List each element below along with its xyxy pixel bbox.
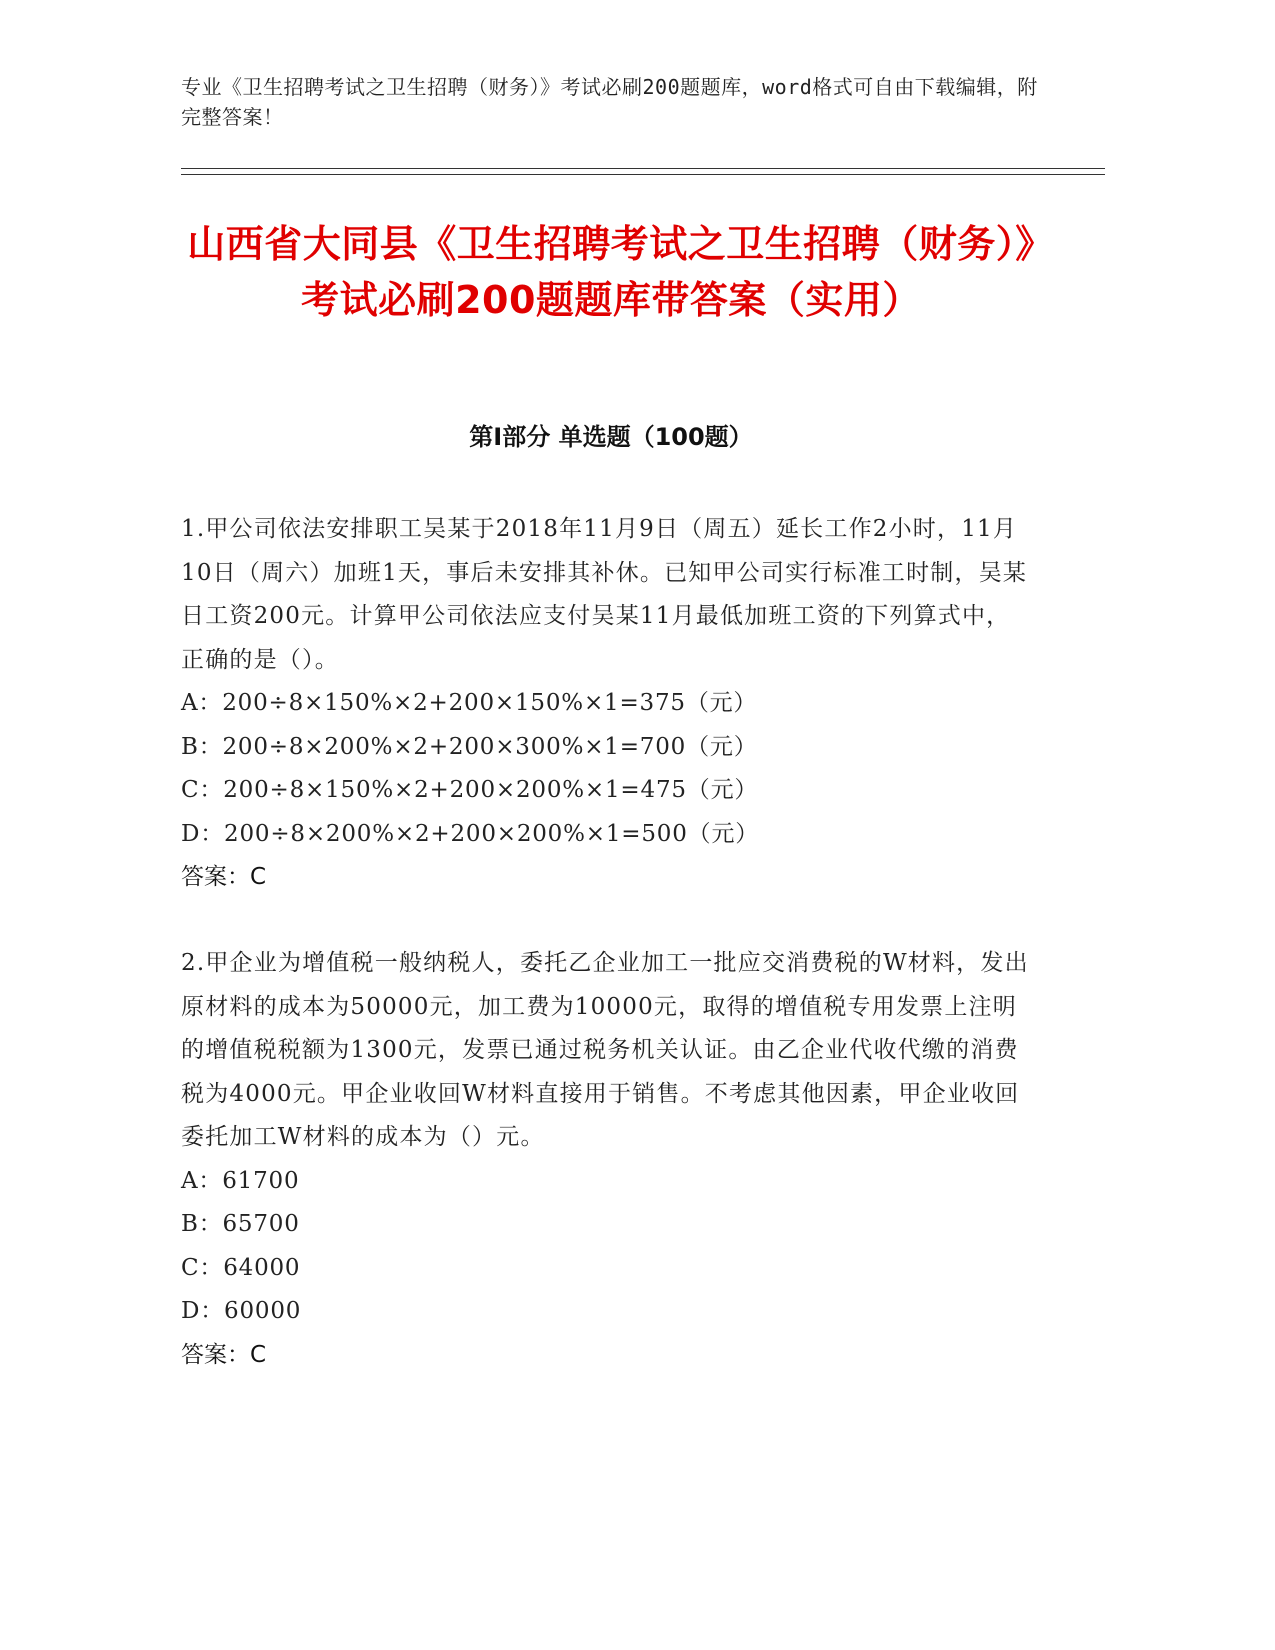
question-2-option-b: B：65700 <box>181 1211 300 1237</box>
section-heading: 第I部分 单选题（100题） <box>469 423 753 451</box>
question-2-answer: 答案：C <box>181 1341 267 1368</box>
question-2-option-c: C：64000 <box>181 1254 301 1281</box>
question-1-answer: 答案：C <box>181 864 267 890</box>
header-note: 专业《卫生招聘考试之卫生招聘（财务）》考试必刷200题题库，word格式可自由下载编辑，附完整答案！ <box>181 75 1038 129</box>
question-1 <box>181 508 1031 900</box>
question-2 <box>181 942 1031 1377</box>
document-title: 山西省大同县《卫生招聘考试之卫生招聘（财务）》考试必刷200题题库带答案（实用） <box>187 222 1035 322</box>
header-divider-bottom <box>181 174 1105 175</box>
question-2-option-a: A：61700 <box>181 1167 300 1194</box>
question-1-option-a: A：200÷8×150%×2+200×150%×1=375（元） <box>181 690 758 716</box>
question-1-option-b: B：200÷8×200%×2+200×300%×1=700（元） <box>181 733 758 760</box>
question-2-stem: 2.甲企业为增值税一般纳税人，委托乙企业加工一批应交消费税的W材料，发出原材料的成本为50000元，加工费为10000元，取得的增值税专用发票上注明的增值税税额为1300元，发票已通过税务机关认证。由乙企业代收代缴的消费税为4000元。甲企业收回W材料直接用于销售。不考虑其他因素，甲企业收回委托加工W材料的成本为（）元。 <box>181 950 1029 1150</box>
question-1-stem: 1.甲公司依法安排职工吴某于2018年11月9日（周五）延长工作2小时，11月10日（周六）加班1天，事后未安排其补休。已知甲公司实行标准工时制，吴某日工资200元。计算甲公司依法应支付吴某11月最低加班工资的下列算式中，正确的是（）。 <box>181 516 1028 673</box>
question-2-option-d: D：60000 <box>181 1298 302 1324</box>
question-1-option-d: D：200÷8×200%×2+200×200%×1=500（元） <box>181 820 760 847</box>
question-1-option-c: C：200÷8×150%×2+200×200%×1=475（元） <box>181 777 759 803</box>
header-divider-top <box>181 168 1105 169</box>
